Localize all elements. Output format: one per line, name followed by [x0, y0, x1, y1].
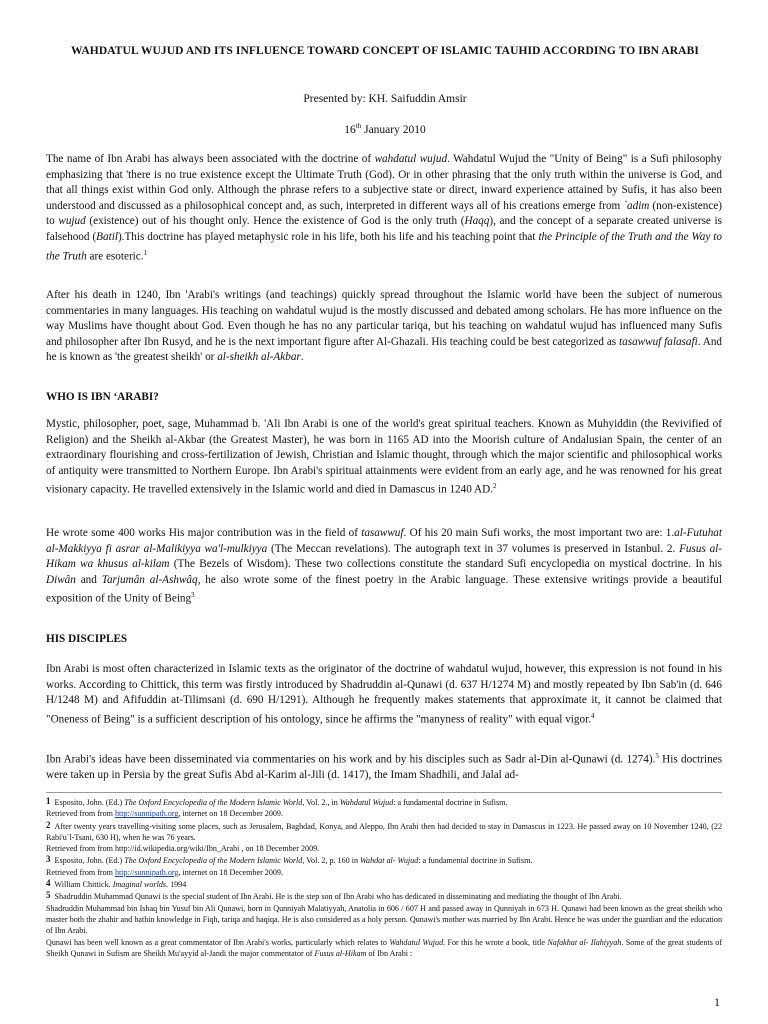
- paragraph-disciples: Ibn Arabi is most often characterized in Islamic texts as the originator of the doctrine of wahdatul wujud, however, this expression is not found in his works. According to Chittick, this term was firstly introduced by Shadruddin al-Qunawi (d. 637 H/1274 M) and mostly repeated by Ibn Sab'in (d. 646 H/1248 M) and Afifuddin at-Tilimsani (d. 690 H/1291). Although he frequently makes statements that approximate it, it cannot be claimed that "Oneness of Being" is a sufficient description of his ontology, since he affirms the "manyness of reality" with equal vigor.$^4$: [46, 663, 722, 726]
- sunnipath-link[interactable]: http://sunnipath.org: [115, 809, 179, 819]
- paragraph-dissemination: Ibn Arabi's ideas have been disseminated via commentaries on his work and by his disciples such as Sadr al-Din al-Qunawi (d. 1274).$^5$ His doctrines were taken up in Persia by the great Sufis Abd al-Karim al-Jili (d. 1417), the Imam Shadhili, and Jalal ad-: [46, 752, 722, 782]
- footnote-separator: [46, 792, 722, 793]
- paragraph-biography: Mystic, philosopher, poet, sage, Muhammad b. 'Ali Ibn Arabi is one of the world's great spiritual teachers. Known as Muhyiddin (the Revivified of Religion) and the Sheikh al-Akbar (the Greatest Master), he was born in 1165 AD into the Moorish culture of Andalusian Spain, the center of an extraordinary flourishing and cross-fertilization of Jewish, Christian and Islamic thought, through which the major scientific and philosophical works of antiquity were transmitted to Northern Europe. Ibn Arabi's spiritual attainments were evident from an early age, and he was renowned for his great visionary capacity. He travelled extensively in the Islamic world and died in Damascus in 1240 AD.$^2$: [46, 418, 722, 497]
- footnote-1: 1 Esposito, John. (Ed.) The Oxford Encyclopedia of the Modern Islamic World, Vol. 2., in Wahdatul Wujud: a fundamental doctrine in Sufism. Retrieved from from http://sunnipath.org, internet on 18 December 2009.: [46, 796, 508, 819]
- footnote-2: 2 After twenty years travelling-visiting some places, such as Jerusalem, Baghdad, Konya, and Aleppo, Ibn Arabi then had decided to stay in Damascus in 1223. He passed away on 10 November 1240, (22 Rabi'u`l-Tsani, 630 H), when he was 76 years. Retrieved from from http://id.wikipedia.org/wiki/Ibn_Arabi , on 18 December 2009.: [46, 819, 722, 854]
- date-line: 16th January 2010: [344, 122, 426, 136]
- heading-his-disciples: HIS DISCIPLES: [46, 633, 128, 645]
- paragraph-after-death: After his death in 1240, Ibn 'Arabi's writings (and teachings) quickly spread throughout the Islamic world have been the subject of numerous commentaries in many languages. His teaching on wahdatul wujud is the mostly discussed and debated among scholars. He has more influence on the way Muslims have thought about God. Even though he has no any particular tariqa, but his teaching on wahdatul wujud has influenced many Sufis and philosopher after Ibn Rusyd, and he is the next important figure after Al-Ghazali. His teaching could be best categorized as tasawwuf falasafi. And he is known as 'the greatest sheikh' or al-sheikh al-Akbar.: [46, 289, 723, 364]
- footnote-ref-3[interactable]: 3: [191, 591, 195, 600]
- sunnipath-link[interactable]: http://sunnipath.org: [115, 867, 179, 877]
- footnote-ref-4[interactable]: 4: [591, 711, 595, 720]
- footnote-5: 5 Shadruddin Muhammad Qunawi is the special student of Ibn Arabi. He is the step son of Ibn Arabi who has dedicated in disseminating and mediating the thought of Ibn Arabi. Shadruddin Muhammad bin Ishaq bin Yusuf bin Ali Qunawi, born in Qunniyah Malatiyyah, Anatolia in 606 / 607 H and passed away in Qunniyah in 673 H. Qunawi had been known as the great sheikh who master both the zhahir and bathin knowledge in Fiqh, tariqa and haqiqa. He is also considered as a holy person. Qunawi's mother was married by Ibn Arabi. Hence he was under the guardian and the education of Ibn Arabi. Qunawi has been well known as a great commentator of Ibn Arabi's works, particularly which relates to Wahdatul Wujud. For this he wrote a book, title Nafakhat al- Ilahiyyah. Some of the great students of Sheikh Qunawi in Sufism are Sheikh Mu'ayyid al-Jandi the major commentator of Fusus al-Hikam of Ibn Arabi :: [46, 890, 723, 958]
- footnotes: [46, 796, 722, 959]
- footnote-ref-1[interactable]: 1: [143, 248, 148, 257]
- footnote-ref-5[interactable]: 5: [655, 752, 659, 760]
- presenter-line: Presented by: KH. Saifuddin Amsir: [303, 93, 467, 105]
- document-title: WAHDATUL WUJUD AND ITS INFLUENCE TOWARD CONCEPT OF ISLAMIC TAUHID ACCORDING TO IBN ARABI: [71, 45, 699, 57]
- footnote-ref-2[interactable]: 2: [492, 482, 497, 491]
- footnote-3: 3 Esposito, John. (Ed.) The Oxford Encyclopedia of the Modern Islamic World, Vol. 2, p. 160 in Wahdat al- Wujud: a fundamental doctrine in Sufism. Retrieved from from http://sunnipath.org, internet on 18 December 2009.: [46, 854, 533, 877]
- paragraph-works: He wrote some 400 works His major contribution was in the field of tasawwuf. Of his 20 main Sufi works, the most important two are: 1.al-Futuhat al-Makkiyya fi asrar al-Malikiyya wa'l-mulkiyya (The Meccan revelations). The autograph text in 37 volumes is preserved in Istanbul. 2. Fusus al-Hikam wa khusus al-kilam (The Bezels of Wisdom). These two collections constitute the standard Sufi encyclopedia on mystical doctrine. In his Diwân and Tarjumân al-Ashwâq, he also wrote some of the finest poetry in the Arabic language. These extensive writings provide a beautiful exposition of the Unity of Being$^3$: [46, 527, 723, 606]
- heading-who-is-ibn-arabi: WHO IS IBN ‘ARABI?: [46, 391, 159, 403]
- footnote-4: 4 William Chittick. Imaginal worlds. 1994: [46, 878, 187, 890]
- paragraph-intro: The name of Ibn Arabi has always been associated with the doctrine of wahdatul wujud. Wahdatul Wujud the "Unity of Being" is a Sufi philosophy emphasizing that 'there is no true existence except the Ultimate Truth (God). Or in other phrasing that the only truth within the universe is God, and that all things exist within God only. Although the phrase refers to a subjective state or direct, inward experience attained by Sufis, it has also been understood and discussed as a philosophical concept and, as such, interpreted in different ways all of his creations emerge from `adim (non-existence) to wujud (existence) out of his thought only. Hence the existence of God is the only truth (Haqq), and the concept of a separate created universe is falsehood (Batil).This doctrine has played metaphysic role in his life, both his life and his teaching point that the Principle of the Truth and the Way to the Truth are esoteric.$^1$: [46, 153, 723, 263]
- page-number: 1: [714, 995, 720, 1009]
